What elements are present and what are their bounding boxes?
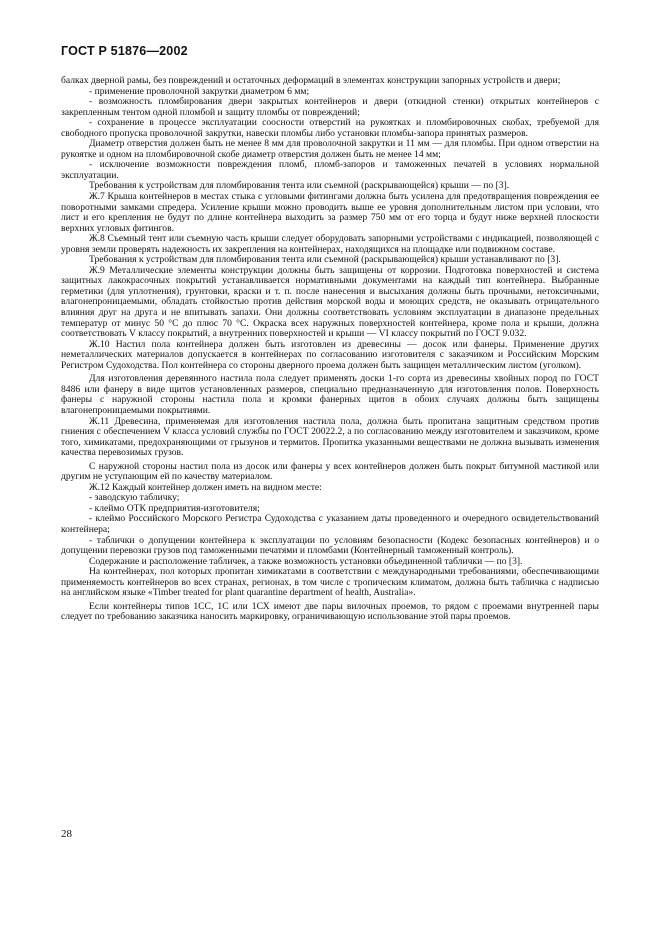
paragraph: Содержание и расположение табличек, а также возможность установки объединенной таблички — по [3].	[89, 555, 523, 567]
paragraph: С наружной стороны настил пола из досок или фанеры у всех контейнеров должен быть покрыт битумной мастикой или другим не уступающим ей по качеству материалом.	[61, 460, 599, 483]
paragraph: На контейнерах, пол которых пропитан химикатами в соответствии с международными требованиями, обеспечивающими применяемость контейнеров во всех странах, регионах, в том числе с тропическим климатом, должна быть табличка с надписью на английском языке «Timber treated for plant quarantine department of health, Australia».	[61, 566, 599, 599]
page-header: ГОСТ Р 51876—2002	[61, 44, 188, 58]
paragraph: Требования к устройствам для пломбирования тента или съемной (раскрывающейся) крыши — по [3].	[89, 180, 510, 192]
paragraph: Требования к устройствам для пломбирования тента или съемной (раскрывающейся) крыши устанавливают по [3].	[89, 254, 561, 266]
clause-zh10: Ж.10 Настил пола контейнера должен быть изготовлен из древесины — досок или фанеры. Применение других неметаллических материалов допускается в контейнерах по согласованию изготовителя с заказчиком и Российским Морским Регистром Судоходства. Пол контейнера со стороны дверного проема должен быть защищен металлическим листом (уголком).	[61, 338, 599, 371]
list-item: - применение проволочной закрутки диаметром 6 мм;	[89, 85, 310, 97]
paragraph: балках дверной рамы, без повреждений и остаточных деформаций в элементах конструкции запорных устройств и двери;	[61, 75, 561, 86]
list-item: - заводскую табличку;	[89, 492, 180, 504]
paragraph: Если контейнеры типов 1СС, 1С или 1СХ имеют две пары вилочных проемов, то рядом с проемами внутренней пары следует по требованию заказчика наносить маркировку, ограничивающую использование этой пары проемов.	[61, 600, 599, 623]
paragraph: Для изготовления деревянного настила пола следует применять доски 1-го сорта из древесины хвойных пород по ГОСТ 8486 или фанеру в виде щитов установленных размеров, специально предназначенную для изготовления полов. Поверхность фанеры с наружной стороны настила пола и кромки фанерных щитов в обоих случаях должны быть защищены влагонепроницаемыми покрытиями.	[61, 373, 599, 416]
paragraph: Диаметр отверстия должен быть не менее 8 мм для проволочной закрутки и 11 мм — для пломбы. При одном отверстии на рукоятке и одном на пломбировочной скобе диаметр отверстия должен быть не менее 14 мм;	[61, 138, 599, 160]
document-body	[61, 76, 599, 623]
list-item: - клеймо ОТК предприятия-изготовителя;	[89, 502, 260, 514]
list-item: - возможность пломбирования двери закрытых контейнеров и двери (откидной стенки) открытых контейнеров с закрепленным тентом одной пломбой и защиту пломбы от повреждений;	[61, 96, 599, 118]
clause-zh9: Ж.9 Металлические элементы конструкции должны быть защищены от коррозии. Подготовка поверхностей и система защитных лакокрасочных покрытий устанавливается нормативными документами на каждый тип контейнера. Выбранные герметики (для уплотнения), грунтовки, краски и т. п. после нанесения и высыхания должны быть прочными, нетоксичными, влагонепроницаемыми, обладать стойкостью против действия морской воды и моющих средств, не оказывать отрицательного влияния друг на друга и не впитывать запахи. Они должны соответствовать условиям эксплуатации в диапазоне предельных температур от минус 50 °С до плюс 70 °С. Окраска всех наружных поверхностей контейнера, кроме пола и крыши, должна соответствовать V классу покрытий, а внутренних поверхностей и крыши — VI классу покрытий по ГОСТ 9.032.	[61, 264, 599, 340]
list-item: - исключение возможности повреждения пломб, пломб-запоров и таможенных печатей в условиях нормальной эксплуатации.	[61, 159, 599, 181]
clause-zh8: Ж.8 Съемный тент или съемную часть крыши следует оборудовать запорными устройствами с индикацией, позволяющей с уровня земли проверять надежность их закрепления на контейнерах, находящихся на площадке или подвижном составе.	[61, 233, 599, 255]
list-item: - таблички о допущении контейнера к эксплуатации по условиям безопасности (Кодекс безопасных контейнеров) и о допущении перевозки грузов под таможенными печатями и пломбами (Контейнерный таможенный контроль).	[61, 534, 599, 557]
clause-zh11: Ж.11 Древесина, применяемая для изготовления настила пола, должна быть пропитана защитным средством против гниения с обеспечением V класса условий службы по ГОСТ 20022.2, а по согласованию между изготовителем и заказчиком, кроме того, химикатами, предохраняющими от грызунов и термитов. Пропитка указанными веществами не должна вызывать изменения качества перевозимых грузов.	[61, 415, 599, 459]
list-item: - клеймо Российского Морского Регистра Судоходства с указанием даты проведенного и очередного освидетельствований контейнера;	[61, 513, 599, 535]
clause-zh7: Ж.7 Крыша контейнеров в местах стыка с угловыми фитингами должна быть усилена для предотвращения повреждения ее поворотными замками спредера. Усиление крыши можно проводить выше ее уровня дополнительным листом при условии, что лист и его крепления не будут по длине контейнера выходить за размер 750 мм от его торца и будут ниже верхней плоскости верхних угловых фитингов.	[61, 191, 599, 234]
list-item: - сохранение в процессе эксплуатации соосности отверстий на рукоятках и пломбировочных скобах, требуемой для свободного пропуска проволочной закрутки, навески пломбы либо установки пломбы-запора принятых размеров.	[61, 117, 599, 139]
clause-zh12: Ж.12 Каждый контейнер должен иметь на видном месте:	[89, 481, 322, 493]
page-number: 28	[61, 828, 72, 840]
